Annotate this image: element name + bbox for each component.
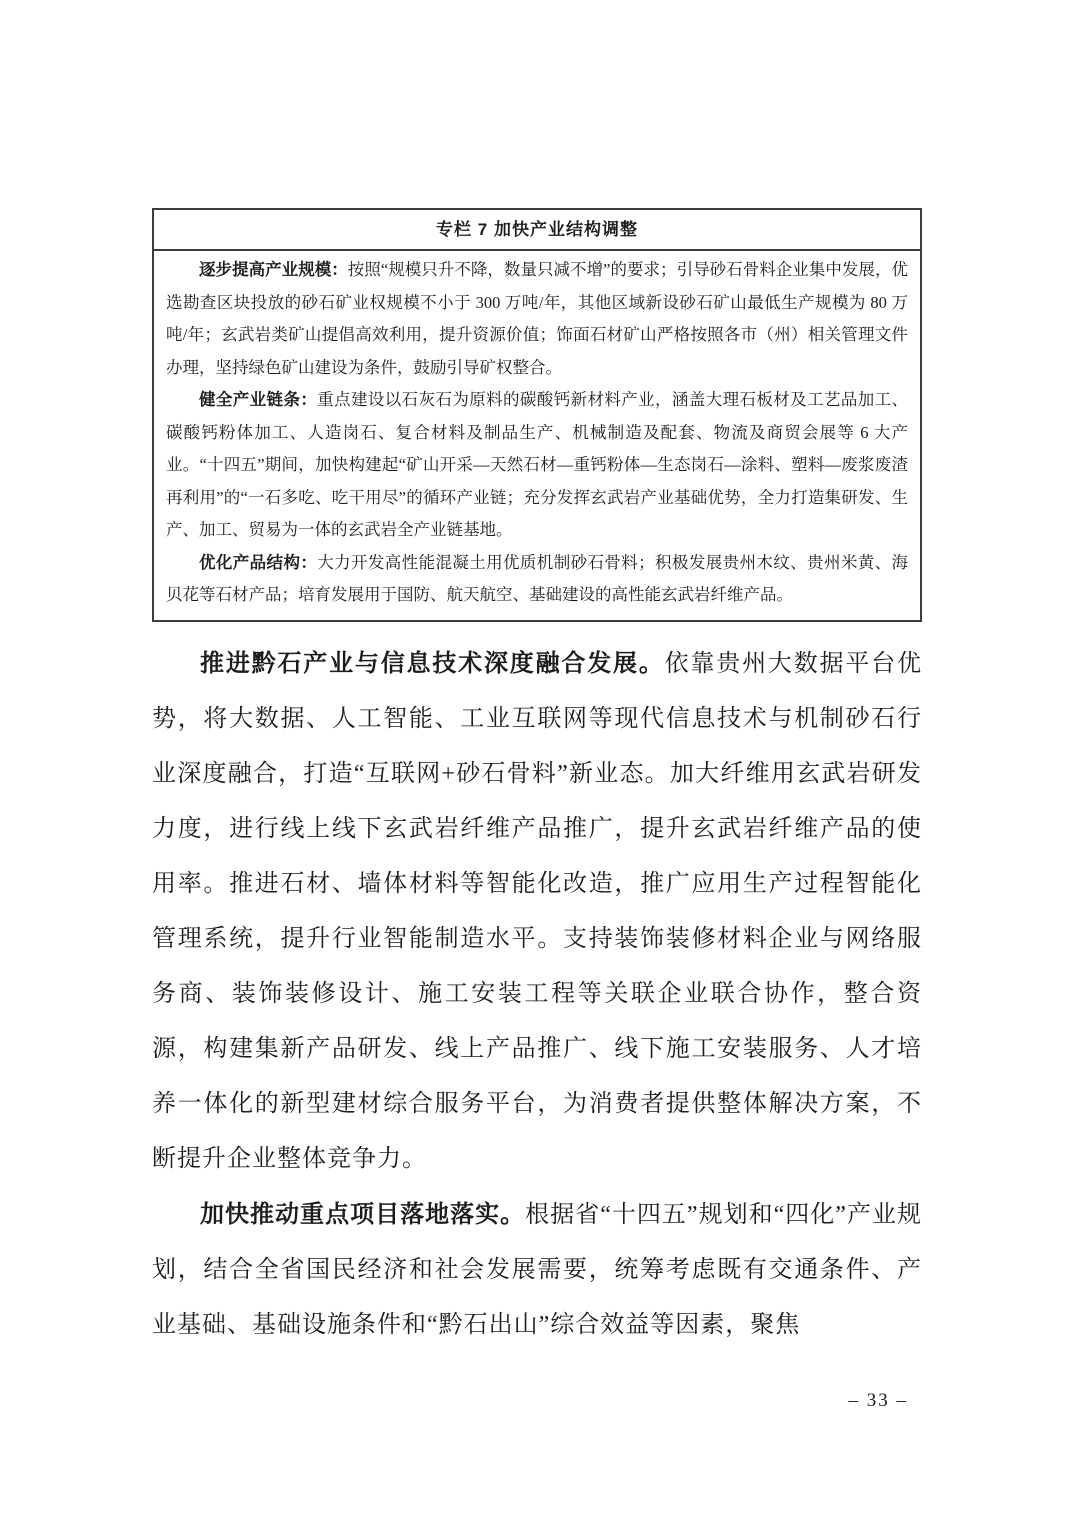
callout-box-zhuanlan-7 [152,208,922,622]
body-paragraph-text: 依靠贵州大数据平台优势，将大数据、人工智能、工业互联网等现代信息技术与机制砂石行业深度融合，打造“互联网+砂石骨料”新业态。加大纤维用玄武岩研发力度，进行线上线下玄武岩纤维产品推广，提升玄武岩纤维产品的使用率。推进石材、墙体材料等智能化改造，推广应用生产过程智能化管理系统，提升行业智能制造水平。支持装饰装修材料企业与网络服务商、装饰装修设计、施工安装工程等关联企业联合协作，整合资源，构建集新产品研发、线上产品推广、线下施工安装服务、人才培养一体化的新型建材综合服务平台，为消费者提供整体解决方案，不断提升企业整体竞争力。 [152,650,923,1172]
box-paragraph [166,547,908,612]
box-paragraph [166,384,908,547]
box-paragraph-text: 按照“规模只升不降，数量只减不增”的要求；引导砂石骨料企业集中发展，优选勘查区块投放的砂石矿业权规模不小于 300 万吨/年，其他区域新设砂石矿山最低生产规模为 80 万吨/年；玄武岩类矿山提倡高效利用，提升资源价值；饰面石材矿山严格按照各市（州）相关管理文件办理，坚持绿色矿山建设为条件，鼓励引导矿权整合。 [166,260,908,377]
box-paragraph-lead: 逐步提高产业规模： [199,261,348,279]
body-paragraph [152,1187,922,1353]
page-number: – 33 – [848,1390,908,1411]
box-paragraph [166,254,908,384]
body-paragraph-lead: 推进黔石产业与信息技术深度融合发展。 [200,649,665,677]
box-paragraph-text: 重点建设以石灰石为原料的碳酸钙新材料产业，涵盖大理石板材及工艺品加工、碳酸钙粉体加工、人造岗石、复合材料及制品生产、机械制造及配套、物流及商贸会展等 6 大产业。“十四五”期间，加快构建起“矿山开采—天然石材—重钙粉体—生态岗石—涂料、塑料—废浆废渣再利用”的“一石多吃、吃干用尽”的循环产业链；充分发挥玄武岩产业基础优势，全力打造集研发、生产、加工、贸易为一体的玄武岩全产业链基地。 [166,390,909,539]
box-paragraph-lead: 健全产业链条： [199,391,318,409]
body-paragraph-text: 根据省“十四五”规划和“四化”产业规划，结合全省国民经济和社会发展需要，统筹考虑既有交通条件、产业基础、基础设施条件和“黔石出山”综合效益等因素，聚焦 [152,1201,923,1338]
page-content [152,208,922,1353]
box-title: 专栏 7 加快产业结构调整 [154,210,920,251]
box-paragraph-text: 大力开发高性能混凝土用优质机制砂石骨料；积极发展贵州木纹、贵州米黄、海贝花等石材产品；培育发展用于国防、航天航空、基础建设的高性能玄武岩纤维产品。 [166,552,909,604]
body-paragraph [152,636,922,1187]
box-body [154,251,920,620]
body-text [152,636,922,1353]
body-paragraph-lead: 加快推动重点项目落地落实。 [200,1200,526,1228]
box-paragraph-lead: 优化产品结构： [199,553,318,572]
